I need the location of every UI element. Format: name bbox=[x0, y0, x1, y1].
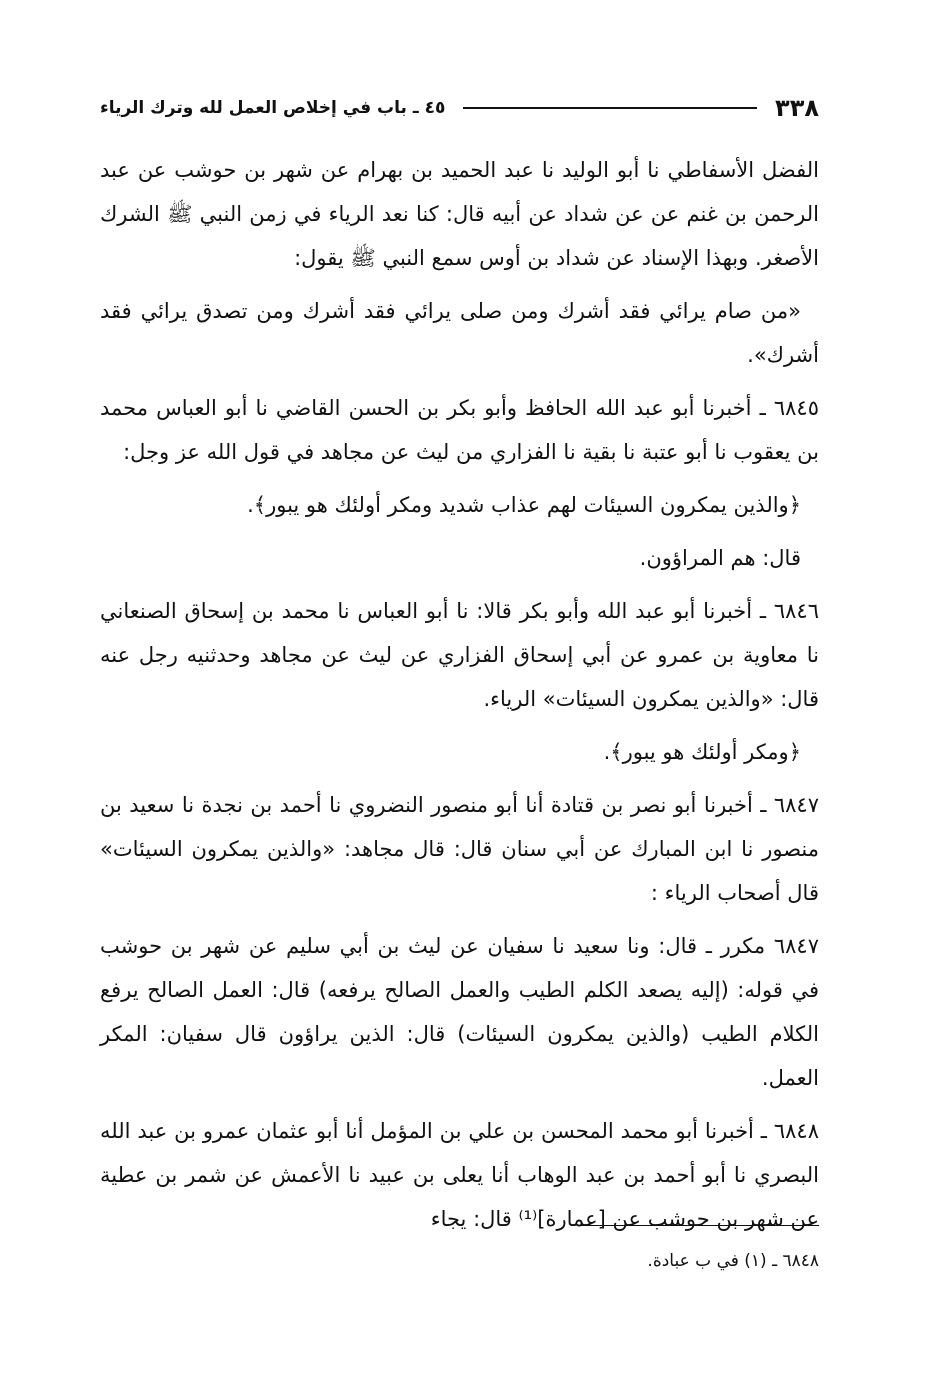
page-header bbox=[100, 88, 819, 128]
header-rule bbox=[463, 107, 757, 109]
footnote-rule bbox=[579, 1225, 819, 1226]
paragraph: الفضل الأسفاطي نا أبو الوليد نا عبد الحميد بن بهرام عن شهر بن حوشب عن عبد الرحمن بن غنم عن عن شداد عن أبيه قال: كنا نعد الرياء في زمن النبي ﷺ الشرك الأصغر. وبهذا الإسناد عن شداد بن أوس سمع النبي ﷺ يقول: bbox=[100, 158, 819, 270]
hadith-6847-repeat: ٦٨٤٧ مكرر ـ قال: ونا سعيد نا سفيان عن ليث بن أبي سليم عن شهر بن حوشب في قوله: (إليه يصعد الكلم الطيب والعمل الصالح يرفعه) قال: العمل الصالح يرفع الكلام الطيب (والذين يمكرون السيئات) قال: الذين يراؤون قال سفيان: المكر العمل. bbox=[100, 934, 819, 1090]
hadith-6848: ٦٨٤٨ ـ أخبرنا أبو محمد المحسن بن علي بن المؤمل أنا أبو عثمان عمرو بن عبد الله البصري نا أبو أحمد بن عبد الوهاب أنا يعلى بن عبيد نا الأعمش عن شمر بن عطية عن شهر بن حوشب عن [عمارة]⁽¹⁾ قال: يجاء bbox=[100, 1119, 819, 1231]
running-title: ٤٥ ـ باب في إخلاص العمل لله وترك الرياء bbox=[100, 98, 446, 118]
page-body bbox=[100, 148, 819, 1250]
footnote: ٦٨٤٨ ـ (١) في ب عبادة. bbox=[647, 1251, 819, 1271]
page-number: ٣٣٨ bbox=[775, 94, 819, 122]
hadith-6846: ٦٨٤٦ ـ أخبرنا أبو عبد الله وأبو بكر قالا: نا أبو العباس نا محمد بن إسحاق الصنعاني نا معاوية بن عمرو عن أبي إسحاق الفزاري عن ليث عن مجاهد وحدثنيه رجل عنه قال: «والذين يمكرون السيئات» الرياء. bbox=[100, 599, 819, 711]
quran-verse: ﴿والذين يمكرون السيئات لهم عذاب شديد ومكر أولئك هو يبور﴾. bbox=[247, 493, 801, 517]
hadith-6847: ٦٨٤٧ ـ أخبرنا أبو نصر بن قتادة أنا أبو منصور النضروي نا أحمد بن نجدة نا سعيد بن منصور نا ابن المبارك عن أبي سنان قال: قال مجاهد: «والذين يمكرون السيئات» قال أصحاب الرياء : bbox=[100, 793, 819, 905]
hadith-6845: ٦٨٤٥ ـ أخبرنا أبو عبد الله الحافظ وأبو بكر بن الحسن القاضي نا أبو العباس محمد بن يعقوب نا أبو عتبة نا بقية نا الفزاري من ليث عن مجاهد في قول الله عز وجل: bbox=[100, 396, 819, 464]
quran-verse: ﴿ومكر أولئك هو يبور﴾. bbox=[603, 740, 801, 764]
paragraph: قال: هم المراؤون. bbox=[639, 546, 801, 570]
hadith-quote: «من صام يرائي فقد أشرك ومن صلى يرائي فقد أشرك ومن تصدق يرائي فقد أشرك». bbox=[100, 299, 819, 367]
